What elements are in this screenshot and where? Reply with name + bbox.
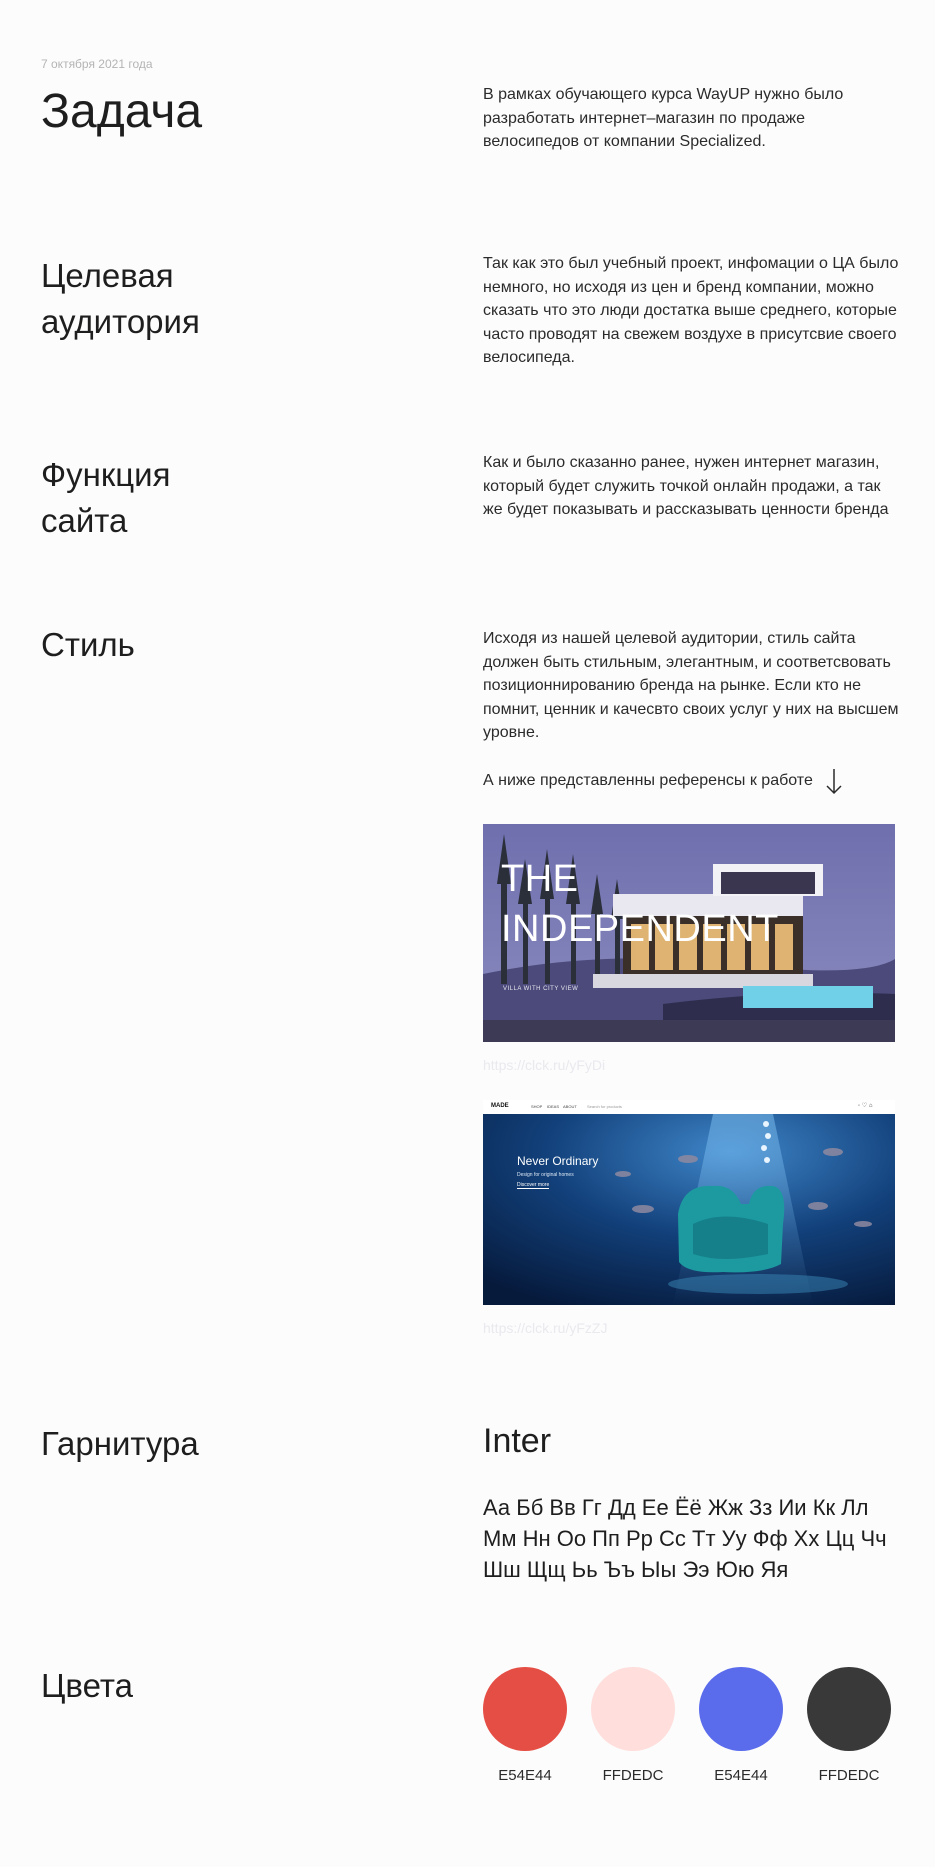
typeface-alphabet: Аа Бб Вв Гг Дд Ее Ёё Жж Зз Ии Кк Лл Мм Нн Оо Пп Рр Сс Тт Уу Фф Хх Цц Чч Шш Щщ Ьь Ъъ Ыы Ээ Юю Яя xyxy=(483,1495,887,1582)
section-title-style: Стиль xyxy=(41,626,135,663)
reference2-search: Search for products xyxy=(587,1104,622,1109)
section-title-audience xyxy=(41,253,200,345)
section-title-function xyxy=(41,452,170,544)
color-swatch-2 xyxy=(591,1667,675,1751)
reference2-navbar xyxy=(483,1100,895,1114)
section-title-function-line2: сайта xyxy=(41,502,128,539)
section-title-audience-line1: Целевая xyxy=(41,257,174,294)
reference2-icons: ◦ ♡ ⌂ xyxy=(858,1103,873,1109)
section-title-function-line1: Функция xyxy=(41,456,171,493)
color-code-1: E54E44 xyxy=(498,1767,552,1784)
references-intro xyxy=(483,766,863,796)
reference-image-independent[interactable] xyxy=(483,824,895,1042)
color-code-4: FFDEDC xyxy=(818,1767,880,1784)
reference1-headline-line1: THE xyxy=(501,858,579,900)
color-swatch-1 xyxy=(483,1667,567,1751)
color-code-3: E54E44 xyxy=(714,1767,768,1784)
reference-image-made[interactable] xyxy=(483,1100,895,1305)
reference1-headline-line2: INDEPENDENT xyxy=(501,908,779,950)
reference2-link[interactable]: https://clck.ru/yFzZJ xyxy=(483,1320,608,1336)
reference2-nav-about: ABOUT xyxy=(563,1104,577,1109)
section-text-style: Исходя из нашей целевой аудитории, стиль сайта должен быть стильным, элегантным, и соответсвовать позиционнированию бренда на рынке. Если кто не помнит, ценник и качесвто своих услуг у них на высшем уровне. xyxy=(483,630,899,741)
section-text-function: Как и было сказанно ранее, нужен интернет магазин, который будет служить точкой онлайн продажи, а так же будет показывать и рассказывать ценности бренда xyxy=(483,454,889,518)
section-title-colors: Цвета xyxy=(41,1667,133,1704)
section-text-task: В рамках обучающего курса WayUP нужно было разработать интернет–магазин по продаже велосипедов от компании Specialized. xyxy=(483,86,844,150)
references-intro-label: А ниже представленны референсы к работе xyxy=(483,772,813,789)
arrow-down-icon xyxy=(825,767,843,795)
publish-date: 7 октября 2021 года xyxy=(41,57,153,71)
color-swatch-3 xyxy=(699,1667,783,1751)
section-title-typeface: Гарнитура xyxy=(41,1425,199,1462)
section-text-audience: Так как это был учебный проект, инфомации о ЦА было немного, но исходя из цен и бренд компании, можно сказать что это люди достатка выше среднего, которые часто проводят на свежем воздухе в присутсвие своего велосипеда. xyxy=(483,255,899,366)
section-title-audience-line2: аудитория xyxy=(41,303,200,340)
color-code-2: FFDEDC xyxy=(602,1767,664,1784)
reference2-cta: Discover more xyxy=(517,1182,550,1188)
color-swatch-4 xyxy=(807,1667,891,1751)
reference1-headline xyxy=(501,854,779,954)
reference1-caption: VILLA WITH CITY VIEW xyxy=(503,986,579,992)
reference2-nav-shop: SHOP xyxy=(531,1104,543,1109)
typeface-name: Inter xyxy=(483,1422,552,1460)
reference2-brand: MADE xyxy=(491,1103,509,1109)
reference1-link[interactable]: https://clck.ru/yFyDi xyxy=(483,1057,606,1073)
reference2-headline: Never Ordinary xyxy=(517,1154,599,1168)
reference2-subline: Design for original homes xyxy=(517,1172,574,1178)
reference2-nav-ideas: IDEAS xyxy=(547,1104,560,1109)
section-title-task: Задача xyxy=(41,85,203,138)
